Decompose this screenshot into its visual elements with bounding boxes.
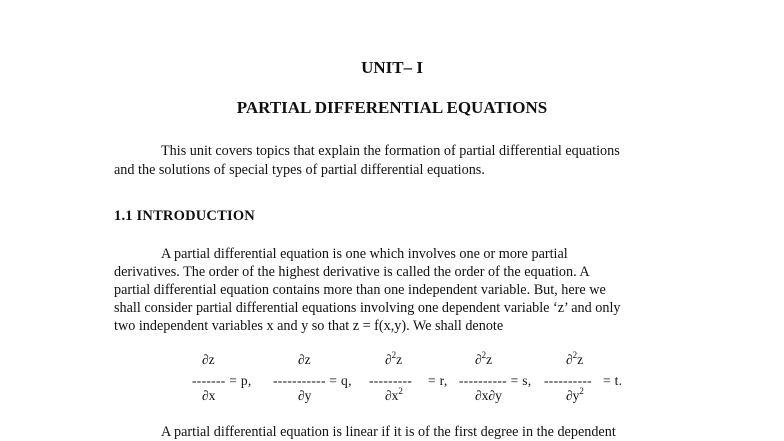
partial-x: ∂x xyxy=(385,388,399,403)
fraction-bar-r: --------- xyxy=(369,373,413,388)
denominator-dxdy: ∂x∂y xyxy=(475,388,502,403)
numerator-d2z-dy2 xyxy=(566,352,583,368)
section-line-5: two independent variables x and y so that z = f(x,y). We shall denote xyxy=(114,318,504,334)
intro-line-1: This unit covers topics that explain the formation of partial differential equations xyxy=(161,143,620,159)
section-line-3: partial differential equation contains more than one independent variable. But, here we xyxy=(114,282,606,298)
unit-title: UNIT– I xyxy=(361,58,423,77)
partial-symbol: ∂ xyxy=(475,352,482,367)
chapter-title: PARTIAL DIFFERENTIAL EQUATIONS xyxy=(236,98,548,117)
numerator-d2z-dxdy xyxy=(475,352,492,368)
denominator-dx2 xyxy=(385,388,403,404)
partial-symbol: ∂ xyxy=(385,352,392,367)
section-line-1: A partial differential equation is one which involves one or more partial xyxy=(161,246,568,262)
partial-symbol: ∂ xyxy=(566,352,573,367)
variable-z: z xyxy=(577,352,584,367)
fraction-bar-t: ---------- xyxy=(544,373,592,388)
square-exponent: 2 xyxy=(481,350,487,360)
section-line-4: shall consider partial differential equations involving one dependent variable ‘z’ and only xyxy=(114,300,621,316)
section-heading: 1.1 INTRODUCTION xyxy=(114,208,255,224)
variable-z: z xyxy=(396,352,403,367)
section-line-2: derivatives. The order of the highest derivative is called the order of the equation. A xyxy=(114,264,590,280)
fraction-bar-p: ------- = p, xyxy=(192,373,252,388)
fraction-bar-q: ----------- = q, xyxy=(273,373,352,388)
partial-y: ∂y xyxy=(566,388,580,403)
last-line: A partial differential equation is linear if it is of the first degree in the dependent xyxy=(161,424,616,440)
equals-r: = r, xyxy=(428,373,448,388)
denominator-dy: ∂y xyxy=(298,388,312,403)
numerator-dz-dx: ∂z xyxy=(202,352,215,367)
square-exponent: 2 xyxy=(579,386,584,396)
square-exponent: 2 xyxy=(572,350,578,360)
fraction-bar-s: ---------- = s, xyxy=(459,373,532,388)
denominator-dy2 xyxy=(566,388,584,404)
variable-z: z xyxy=(486,352,493,367)
square-exponent: 2 xyxy=(391,350,397,360)
square-exponent: 2 xyxy=(398,386,403,396)
numerator-dz-dy: ∂z xyxy=(298,352,311,367)
equals-t: = t. xyxy=(603,373,623,388)
denominator-dx: ∂x xyxy=(202,388,216,403)
intro-line-2: and the solutions of special types of partial differential equations. xyxy=(114,162,485,178)
numerator-d2z-dx2 xyxy=(385,352,402,368)
